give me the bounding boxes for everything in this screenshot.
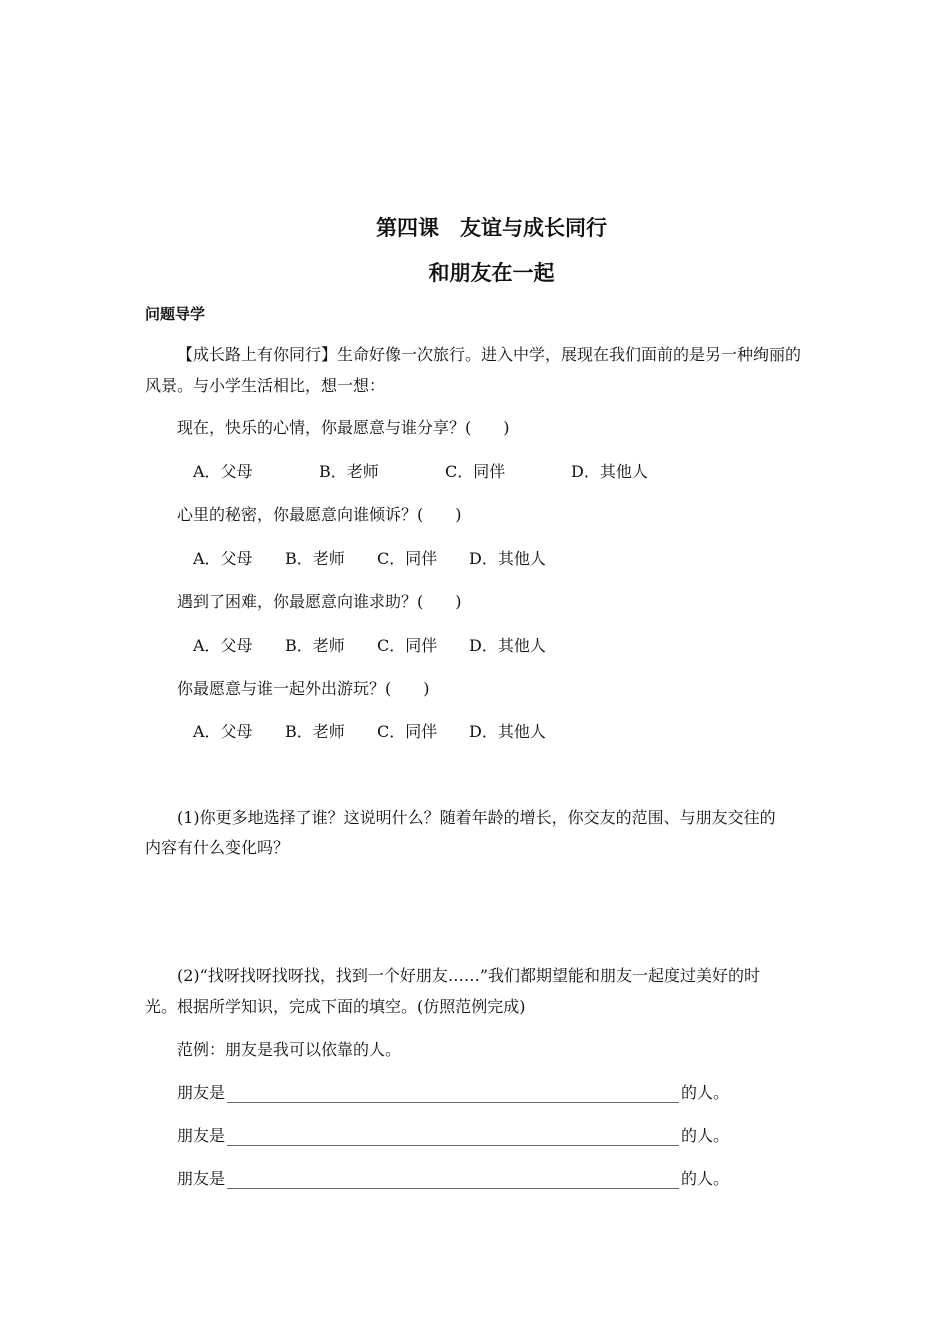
q2-line-1: (2)“找呀找呀找呀找，找到一个好朋友……”我们都期望能和朋友一起度过美好的时 — [177, 966, 761, 985]
fill-suffix: 的人。 — [681, 1169, 730, 1188]
intro-line-2: 风景。与小学生活相比，想一想： — [145, 376, 386, 395]
question-text: 现在，快乐的心情，你最愿意与谁分享？( ) — [177, 418, 510, 437]
option-b: B．老师 — [285, 722, 345, 741]
fill-blank-row — [177, 1083, 729, 1103]
option-b: B．老师 — [285, 549, 345, 568]
question-text: 心里的秘密，你最愿意向谁倾诉？( ) — [177, 505, 462, 524]
option-d: D．其他人 — [469, 636, 546, 655]
option-d: D．其他人 — [469, 549, 546, 568]
option-d: D．其他人 — [571, 462, 648, 481]
answer-blank[interactable] — [227, 1131, 679, 1146]
option-a: A．父母 — [193, 722, 253, 741]
fill-blank-row — [177, 1169, 729, 1189]
question-text: 你最愿意与谁一起外出游玩？( ) — [177, 679, 430, 698]
answer-blank[interactable] — [227, 1088, 679, 1103]
intro-line-1: 【成长路上有你同行】生命好像一次旅行。进入中学，展现在我们面前的是另一种绚丽的 — [177, 345, 802, 364]
option-b: B．老师 — [285, 636, 345, 655]
fill-suffix: 的人。 — [681, 1126, 730, 1145]
fill-prefix: 朋友是 — [177, 1083, 226, 1102]
q1-line-2: 内容有什么变化吗？ — [145, 838, 290, 857]
option-b: B．老师 — [319, 462, 379, 481]
section-title: 问题导学 — [145, 305, 206, 323]
answer-blank[interactable] — [227, 1174, 679, 1189]
question-text: 遇到了困难，你最愿意向谁求助？( ) — [177, 592, 462, 611]
option-c: C．同伴 — [377, 549, 438, 568]
option-a: A．父母 — [193, 636, 253, 655]
option-c: C．同伴 — [445, 462, 506, 481]
lesson-subtitle: 和朋友在一起 — [428, 261, 555, 285]
fill-prefix: 朋友是 — [177, 1126, 226, 1145]
option-a: A．父母 — [193, 462, 253, 481]
option-d: D．其他人 — [469, 722, 546, 741]
q1-line-1: (1)你更多地选择了谁？这说明什么？随着年龄的增长，你交友的范围、与朋友交往的 — [177, 808, 776, 827]
option-c: C．同伴 — [377, 636, 438, 655]
fill-suffix: 的人。 — [681, 1083, 730, 1102]
q2-line-2: 光。根据所学知识，完成下面的填空。(仿照范例完成) — [145, 997, 526, 1016]
fill-prefix: 朋友是 — [177, 1169, 226, 1188]
example-text: 范例：朋友是我可以依靠的人。 — [177, 1040, 402, 1059]
lesson-title: 第四课 友谊与成长同行 — [376, 216, 607, 240]
option-a: A．父母 — [193, 549, 253, 568]
option-c: C．同伴 — [377, 722, 438, 741]
fill-blank-row — [177, 1126, 729, 1146]
